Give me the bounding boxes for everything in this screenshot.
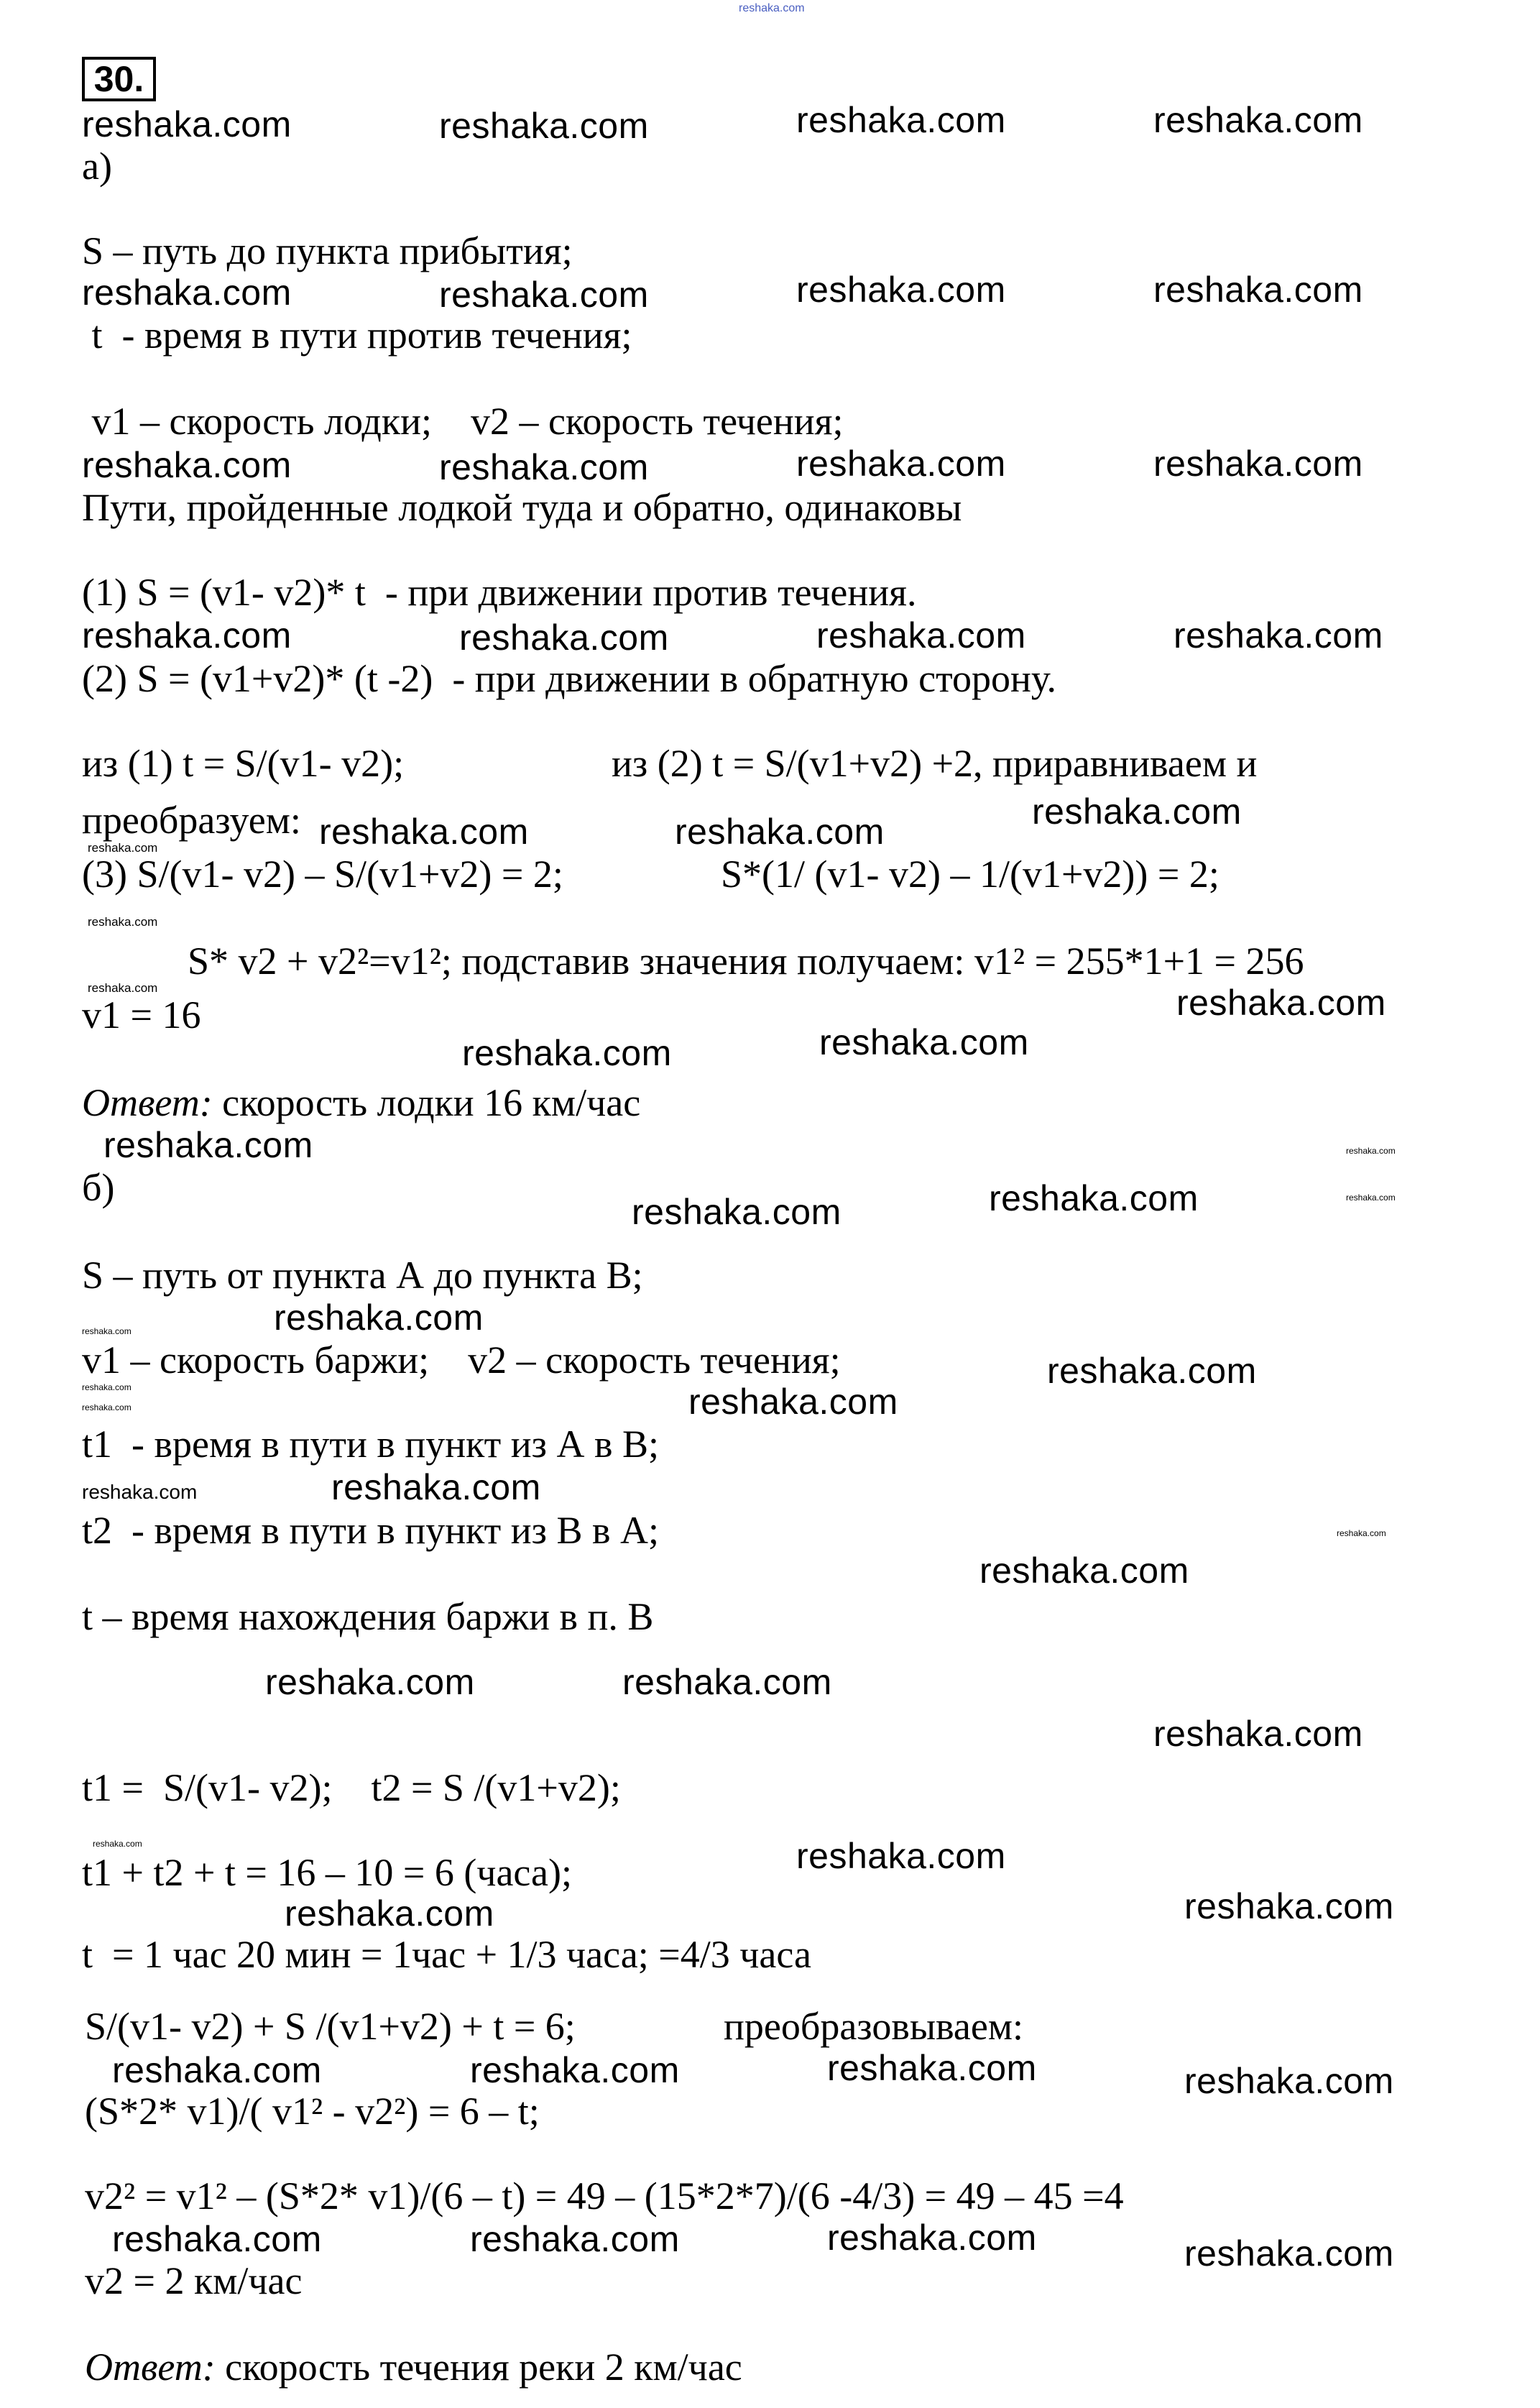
watermark: reshaka.com [816, 615, 1026, 656]
answer-label: Ответ: [85, 2345, 216, 2389]
watermark: reshaka.com [112, 2050, 322, 2090]
small-watermark: reshaka.com [82, 1481, 198, 1503]
watermark: reshaka.com [1153, 1714, 1363, 1754]
text-line: t1 - время в пути в пункт из А в В; [82, 1423, 660, 1466]
watermark: reshaka.com [462, 1033, 672, 1073]
equation-line: (2) S = (v1+v2)* (t -2) - при движении в обратную сторону. [82, 657, 1056, 700]
equation-line: v1 = 16 [82, 993, 201, 1037]
text-line: преобразовываем: [724, 2005, 1023, 2048]
watermark: reshaka.com [632, 1192, 842, 1232]
small-watermark: reshaka.com [88, 841, 158, 855]
equation-line: v2² = v1² – (S*2* v1)/(6 – t) = 49 – (15*2*7)/(6 -4/3) = 49 – 45 =4 [85, 2174, 1124, 2218]
watermark: reshaka.com [265, 1662, 475, 1702]
watermark: reshaka.com [796, 100, 1006, 140]
small-watermark: reshaka.com [88, 981, 158, 995]
watermark: reshaka.com [319, 812, 529, 852]
watermark: reshaka.com [1176, 983, 1386, 1023]
equation-line: (S*2* v1)/( v1² - v2²) = 6 – t; [85, 2090, 540, 2133]
header-watermark: reshaka.com [739, 2, 805, 14]
equation-line: (1) S = (v1- v2)* t - при движении против течения. [82, 571, 917, 614]
watermark: reshaka.com [827, 2218, 1037, 2258]
watermark: reshaka.com [470, 2219, 680, 2259]
equation-line: S* v2 + v2²=v1²; подставив значения получаем: v1² = 255*1+1 = 256 [188, 939, 1304, 983]
watermark: reshaka.com [439, 275, 649, 315]
equation-line: t = 1 час 20 мин = 1час + 1/3 часа; =4/3 часа [82, 1933, 811, 1976]
equation-line: v2 = 2 км/час [85, 2259, 303, 2302]
text-line: S – путь до пункта прибытия; [82, 229, 573, 272]
watermark: reshaka.com [796, 270, 1006, 310]
watermark: reshaka.com [1153, 444, 1363, 484]
answer-text: скорость течения реки 2 км/час [215, 2345, 742, 2389]
answer-label: Ответ: [82, 1081, 213, 1124]
watermark: reshaka.com [459, 617, 669, 658]
watermark: reshaka.com [1184, 2233, 1394, 2274]
watermark: reshaka.com [1047, 1351, 1257, 1391]
watermark: reshaka.com [103, 1125, 313, 1165]
small-watermark: reshaka.com [88, 915, 158, 929]
watermark: reshaka.com [82, 104, 292, 144]
equation-line: t1 + t2 + t = 16 – 10 = 6 (часа); [82, 1851, 573, 1894]
answer-b [85, 2345, 742, 2389]
text-line: Пути, пройденные лодкой туда и обратно, одинаковы [82, 486, 962, 529]
watermark: reshaka.com [688, 1382, 898, 1422]
watermark: reshaka.com [796, 1836, 1006, 1876]
text-line: v1 – скорость баржи; v2 – скорость течения; [82, 1338, 841, 1382]
text-line: преобразуем: [82, 799, 301, 842]
small-watermark: reshaka.com [82, 1326, 132, 1336]
small-watermark: reshaka.com [1337, 1528, 1386, 1538]
watermark: reshaka.com [1174, 615, 1383, 656]
watermark: reshaka.com [285, 1893, 494, 1934]
answer-a [82, 1083, 640, 1122]
part-a-label: а) [82, 144, 112, 188]
watermark: reshaka.com [112, 2219, 322, 2259]
watermark: reshaka.com [989, 1178, 1199, 1218]
watermark: reshaka.com [82, 445, 292, 485]
small-watermark: reshaka.com [1346, 1192, 1396, 1203]
watermark: reshaka.com [439, 106, 649, 146]
small-watermark: reshaka.com [82, 1382, 132, 1392]
text-line: t - время в пути против течения; [82, 313, 632, 357]
equation-line: из (2) t = S/(v1+v2) +2, приравниваем и [612, 742, 1258, 785]
small-watermark: reshaka.com [93, 1839, 142, 1849]
watermark: reshaka.com [819, 1022, 1029, 1062]
watermark: reshaka.com [470, 2050, 680, 2090]
part-b-label: б) [82, 1166, 115, 1209]
text-line: S – путь от пункта А до пункта В; [82, 1254, 643, 1297]
watermark: reshaka.com [439, 447, 649, 487]
equation-line: (3) S/(v1- v2) – S/(v1+v2) = 2; [82, 853, 563, 896]
answer-text: скорость лодки 16 км/час [212, 1081, 641, 1124]
problem-number: 30. [82, 57, 156, 101]
text-line: v1 – скорость лодки; v2 – скорость течения; [82, 400, 844, 443]
watermark: reshaka.com [675, 812, 885, 852]
watermark: reshaka.com [82, 615, 292, 656]
watermark: reshaka.com [979, 1550, 1189, 1591]
watermark: reshaka.com [1153, 100, 1363, 140]
watermark: reshaka.com [1153, 270, 1363, 310]
watermark: reshaka.com [82, 272, 292, 313]
watermark: reshaka.com [1184, 1886, 1394, 1926]
equation-line: из (1) t = S/(v1- v2); [82, 742, 405, 785]
text-line: t2 - время в пути в пункт из В в А; [82, 1509, 660, 1552]
small-watermark: reshaka.com [82, 1402, 132, 1412]
equation-line: S/(v1- v2) + S /(v1+v2) + t = 6; [85, 2005, 576, 2048]
watermark: reshaka.com [331, 1467, 541, 1507]
watermark: reshaka.com [827, 2048, 1037, 2088]
small-watermark: reshaka.com [1346, 1146, 1396, 1156]
watermark: reshaka.com [1032, 791, 1242, 832]
watermark: reshaka.com [796, 444, 1006, 484]
text-line: t – время нахождения баржи в п. В [82, 1595, 654, 1638]
watermark: reshaka.com [1184, 2061, 1394, 2101]
watermark: reshaka.com [622, 1662, 832, 1702]
watermark: reshaka.com [274, 1297, 484, 1338]
equation-line: S*(1/ (v1- v2) – 1/(v1+v2)) = 2; [721, 853, 1219, 896]
equation-line: t1 = S/(v1- v2); t2 = S /(v1+v2); [82, 1766, 621, 1809]
